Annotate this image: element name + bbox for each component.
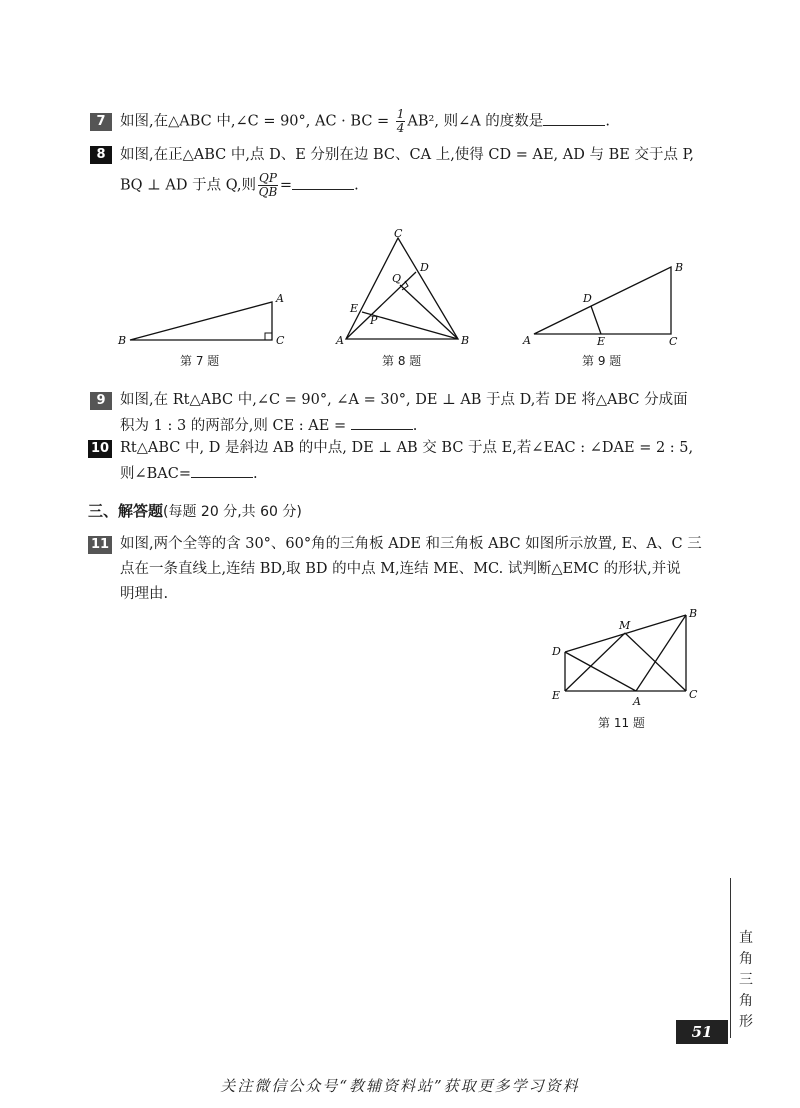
q9-line2-pre: 积为 1 : 3 的两部分,则 CE : AE = bbox=[120, 418, 347, 434]
question-9-line-1: 如图,在 Rt△ABC 中,∠C = 90°, ∠A = 30°, DE ⊥ AB 于点 D,若 DE 将△ABC 分成面 bbox=[120, 392, 688, 408]
fig11-label-a: A bbox=[633, 695, 641, 708]
chapter-label: 直角三角形 bbox=[739, 930, 753, 1030]
fig9-label-b: B bbox=[675, 261, 684, 274]
fig9-label-d: D bbox=[583, 292, 592, 305]
question-11-line-2: 点在一条直线上,连结 BD,取 BD 的中点 M,连结 ME、MC. 试判断△EMC 的形状,并说 bbox=[120, 561, 681, 577]
q9-answer-blank[interactable] bbox=[351, 415, 413, 430]
q8-end: . bbox=[354, 177, 359, 194]
q7-pre: 如图,在△ABC 中,∠C = 90°, AC · BC = bbox=[120, 113, 394, 130]
q8-frac-den: QB bbox=[258, 185, 278, 199]
fig8-caption: 第 8 题 bbox=[382, 354, 422, 368]
fig7-label-a: A bbox=[276, 292, 284, 305]
fig11-segment-ab bbox=[636, 615, 686, 691]
q8-frac-num: QP bbox=[259, 171, 277, 185]
question-number-8: 8 bbox=[90, 146, 112, 164]
question-number-11: 11 bbox=[88, 536, 112, 554]
fig11-label-d: D bbox=[552, 645, 561, 658]
figure-9 bbox=[522, 261, 683, 348]
q10-end: . bbox=[253, 466, 258, 482]
section-note: (每题 20 分,共 60 分) bbox=[163, 504, 302, 520]
fig7-right-angle-mark bbox=[265, 333, 272, 340]
fig9-triangle bbox=[534, 267, 671, 334]
q7-post: AB², 则∠A 的度数是 bbox=[407, 113, 544, 130]
q10-line2-pre: 则∠BAC= bbox=[120, 466, 192, 482]
page-number: 51 bbox=[676, 1020, 728, 1044]
fig7-caption: 第 7 题 bbox=[180, 354, 220, 368]
figure-11 bbox=[540, 605, 720, 715]
footer-note: 关注微信公众号“教辅资料站”获取更多学习资料 bbox=[220, 1077, 580, 1095]
fig7-label-c: C bbox=[276, 334, 285, 347]
q7-answer-blank[interactable] bbox=[543, 111, 605, 126]
fig8-label-p: P bbox=[370, 314, 378, 327]
fig11-label-m: M bbox=[619, 619, 631, 632]
fig8-label-a: A bbox=[336, 334, 344, 347]
section-title: 三、解答题 bbox=[88, 502, 164, 520]
q8-line2-pre: BQ ⊥ AD 于点 Q,则 bbox=[120, 177, 256, 194]
fig8-label-q: Q bbox=[392, 272, 402, 285]
question-10-line-2 bbox=[120, 463, 258, 484]
q8-line2-post: = bbox=[279, 177, 293, 194]
fig8-label-b: B bbox=[461, 334, 470, 347]
q7-fraction bbox=[396, 108, 406, 135]
q8-answer-blank[interactable] bbox=[292, 175, 354, 190]
q9-end: . bbox=[412, 418, 418, 434]
q7-end: . bbox=[605, 113, 610, 130]
question-11-line-1: 如图,两个全等的含 30°、60°角的三角板 ADE 和三角板 ABC 如图所示放置, E、A、C 三 bbox=[120, 536, 702, 552]
question-8-line-2 bbox=[120, 172, 359, 199]
fig11-segment-da bbox=[565, 652, 636, 691]
question-number-7: 7 bbox=[90, 113, 112, 131]
fig9-label-e: E bbox=[597, 335, 606, 348]
fig9-label-c: C bbox=[669, 335, 678, 348]
fig11-label-e: E bbox=[552, 689, 561, 702]
question-8-line-1: 如图,在正△ABC 中,点 D、E 分别在边 BC、CA 上,使得 CD = AE, AD 与 BE 交于点 P, bbox=[120, 147, 694, 163]
sidebar-divider bbox=[730, 878, 731, 1038]
fig11-segment-mc bbox=[625, 633, 686, 691]
q10-answer-blank[interactable] bbox=[191, 463, 253, 478]
question-number-9: 9 bbox=[90, 392, 112, 410]
fig11-label-b: B bbox=[689, 607, 698, 620]
question-10-line-1: Rt△ABC 中, D 是斜边 AB 的中点, DE ⊥ AB 交 BC 于点 E,若∠EAC : ∠DAE = 2 : 5, bbox=[120, 440, 694, 456]
section-heading bbox=[88, 500, 302, 521]
question-7-text bbox=[120, 108, 610, 135]
fig9-segment-de bbox=[591, 306, 601, 334]
q7-frac-num: 1 bbox=[396, 107, 405, 121]
fig11-caption: 第 11 题 bbox=[598, 716, 645, 730]
fig8-label-c: C bbox=[394, 227, 403, 240]
fig7-triangle bbox=[130, 302, 272, 340]
fig9-label-a: A bbox=[523, 334, 531, 347]
fig8-label-e: E bbox=[350, 302, 359, 315]
q8-fraction bbox=[258, 172, 278, 199]
question-11-line-3: 明理由. bbox=[120, 586, 169, 602]
question-9-line-2 bbox=[120, 415, 417, 436]
q7-frac-den: 4 bbox=[396, 121, 405, 135]
fig9-caption: 第 9 题 bbox=[582, 354, 622, 368]
question-number-10: 10 bbox=[88, 440, 112, 458]
figure-7 bbox=[117, 292, 285, 347]
fig11-label-c: C bbox=[689, 688, 698, 701]
fig8-label-d: D bbox=[420, 261, 429, 274]
figure-8 bbox=[335, 227, 469, 347]
fig11-segment-me bbox=[565, 633, 625, 691]
fig7-label-b: B bbox=[118, 334, 127, 347]
